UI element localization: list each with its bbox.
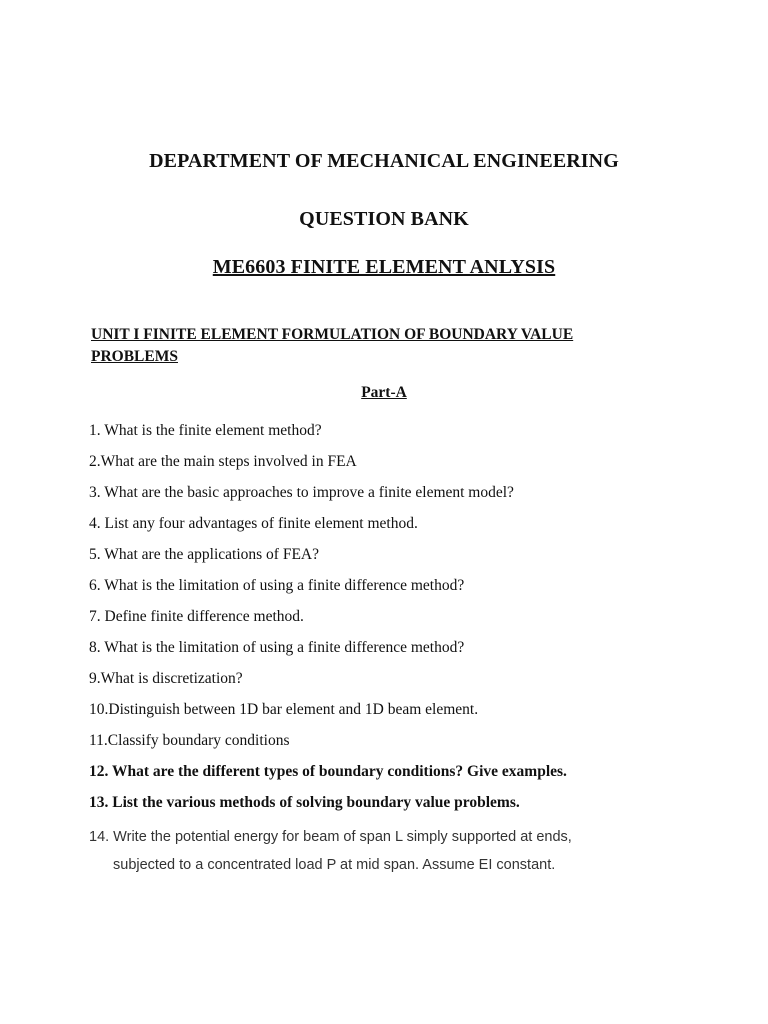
question-list [89,420,729,879]
unit-title: UNIT I FINITE ELEMENT FORMULATION OF BOUNDARY VALUE PROBLEMS [91,326,574,365]
question-14-line-2: subjected to a concentrated load P at mid span. Assume EI constant. [113,857,556,873]
document-type-heading: QUESTION BANK [299,208,469,230]
department-heading: DEPARTMENT OF MECHANICAL ENGINEERING [149,150,619,172]
question-item: 10.Distinguish between 1D bar element and 1D beam element. [89,701,479,718]
question-item: 8. What is the limitation of using a finite difference method? [89,639,465,656]
question-item: 3. What are the basic approaches to improve a finite element model? [89,484,514,501]
question-item: 1. What is the finite element method? [89,422,322,439]
question-item: 13. List the various methods of solving boundary value problems. [89,794,520,811]
course-title-heading: ME6603 FINITE ELEMENT ANLYSIS [212,256,556,278]
question-item-14 [89,823,729,879]
question-14-line-1: 14. Write the potential energy for beam of span L simply supported at ends, [89,829,572,845]
question-item: 6. What is the limitation of using a finite difference method? [89,577,465,594]
question-item: 11.Classify boundary conditions [89,732,290,749]
question-item: 2.What are the main steps involved in FEA [89,453,357,470]
question-item: 9.What is discretization? [89,670,243,687]
question-item: 4. List any four advantages of finite element method. [89,515,418,532]
question-item: 5. What are the applications of FEA? [89,546,319,563]
part-heading: Part-A [361,384,407,401]
question-item: 7. Define finite difference method. [89,608,304,625]
question-item: 12. What are the different types of boundary conditions? Give examples. [89,763,567,780]
